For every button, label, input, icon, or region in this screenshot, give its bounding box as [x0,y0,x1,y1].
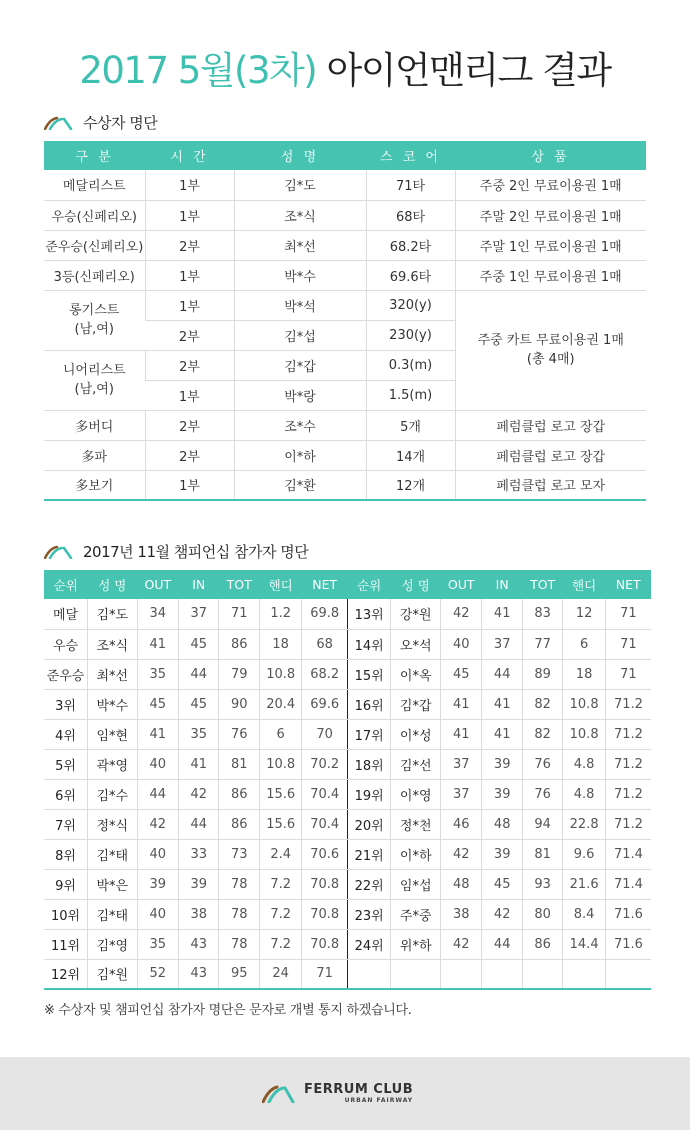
table-cell: 81 [219,749,259,779]
table-row [44,659,651,689]
table-cell: 45 [137,689,178,719]
table-cell [522,959,562,989]
table-cell: 박*석 [234,290,366,320]
table-cell: 1부 [145,380,234,410]
table-cell: 2부 [145,440,234,470]
table-cell: 71.2 [605,719,651,749]
table-cell: 15.6 [259,779,301,809]
table-cell: 김*갑 [234,350,366,380]
table-row [44,839,651,869]
table-cell: 81 [522,839,562,869]
table-cell: 강*원 [391,599,441,629]
table-cell: 12위 [44,959,88,989]
table-cell: 71타 [366,170,455,200]
column-header: TOT [219,570,259,599]
table-cell: 70.8 [302,929,348,959]
table-cell: 14.4 [563,929,605,959]
table-cell: 곽*영 [88,749,138,779]
table-cell: 40 [441,629,482,659]
section-heading-label: 2017년 11월 챔피언십 참가자 명단 [83,543,309,561]
table-cell: 70.2 [302,749,348,779]
table-cell: 박*랑 [234,380,366,410]
table-cell: 52 [137,959,178,989]
winners-table [44,141,646,501]
table-cell: 23위 [347,899,391,929]
table-cell: 6 [563,629,605,659]
table-cell: 69.8 [302,599,348,629]
column-header: 구 분 [44,141,145,170]
table-cell: 43 [179,929,219,959]
table-cell: 조*수 [234,410,366,440]
table-cell: 70.8 [302,899,348,929]
table-row [44,290,646,320]
table-row [44,170,646,200]
table-cell: 86 [219,809,259,839]
table-cell [605,959,651,989]
table-cell: 41 [441,719,482,749]
table-cell: 주*중 [391,899,441,929]
footer-logo [262,1083,413,1104]
table-cell: 39 [482,779,522,809]
table-cell: 이*하 [391,839,441,869]
table-cell: 70.8 [302,869,348,899]
table-cell: 김*도 [234,170,366,200]
table-cell: 22.8 [563,809,605,839]
table-cell: 71.2 [605,749,651,779]
table-cell: 44 [179,809,219,839]
table-cell: 70 [302,719,348,749]
table-cell: 18위 [347,749,391,779]
column-header: 스 코 어 [366,141,455,170]
column-header: TOT [522,570,562,599]
table-cell: 13위 [347,599,391,629]
column-header: 순위 [347,570,391,599]
table-cell: 1부 [145,260,234,290]
table-cell: 박*은 [88,869,138,899]
table-cell: 37 [441,779,482,809]
table-cell: 14개 [366,440,455,470]
table-cell: 14위 [347,629,391,659]
table-cell: 37 [441,749,482,779]
ferrum-logo-icon [262,1085,296,1103]
table-cell: 45 [179,629,219,659]
section-heading-label: 수상자 명단 [83,114,158,132]
table-cell: 12 [563,599,605,629]
table-cell: 준우승 [44,659,88,689]
table-cell: 0.3(m) [366,350,455,380]
table-cell: 71 [302,959,348,989]
notice-text: ※ 수상자 및 챔피언십 참가자 명단은 문자로 개별 통지 하겠습니다. [44,1003,412,1018]
table-cell: 82 [522,719,562,749]
table-cell: 68 [302,629,348,659]
table-cell: 최*선 [234,230,366,260]
table-cell: 35 [137,659,178,689]
table-cell: 4.8 [563,749,605,779]
table-cell: 9.6 [563,839,605,869]
table-cell: 40 [137,749,178,779]
table-cell: 3위 [44,689,88,719]
table-cell: 89 [522,659,562,689]
table-cell: 7.2 [259,929,301,959]
table-cell: 2부 [145,350,234,380]
table-cell: 4.8 [563,779,605,809]
table-cell: 조*식 [234,200,366,230]
section-heading-championship [44,541,308,562]
table-row [44,779,651,809]
table-cell: 메달 [44,599,88,629]
table-cell: 83 [522,599,562,629]
table-cell: 42 [482,899,522,929]
table-cell: 15위 [347,659,391,689]
table-cell: 86 [522,929,562,959]
table-cell: 정*식 [88,809,138,839]
table-cell: 우승 [44,629,88,659]
table-cell: 페럼클럽 로고 모자 [455,470,646,500]
table-cell: 이*옥 [391,659,441,689]
table-cell [441,959,482,989]
table-cell: 10위 [44,899,88,929]
column-header: IN [482,570,522,599]
table-cell: 우승(신페리오) [44,200,145,230]
table-cell: 24 [259,959,301,989]
table-cell: 19위 [347,779,391,809]
table-row [44,200,646,230]
table-cell: 46 [441,809,482,839]
table-cell: 22위 [347,869,391,899]
table-cell: 71.6 [605,899,651,929]
column-header: 상 품 [455,141,646,170]
table-cell [482,959,522,989]
table-cell: 39 [137,869,178,899]
table-cell: 70.4 [302,779,348,809]
table-cell: 10.8 [563,689,605,719]
table-cell: 2부 [145,410,234,440]
table-cell: 6 [259,719,301,749]
page-title-highlight: 2017 5월(3차) [79,49,317,92]
table-cell: 5위 [44,749,88,779]
table-cell: 82 [522,689,562,719]
table-cell: 김*태 [88,899,138,929]
table-cell: 조*식 [88,629,138,659]
category-cell: 니어리스트 (남,여) [44,350,145,410]
table-cell: 45 [482,869,522,899]
table-cell: 45 [179,689,219,719]
table-cell: 2부 [145,320,234,350]
table-cell: 多버디 [44,410,145,440]
table-cell: 16위 [347,689,391,719]
table-cell: 35 [179,719,219,749]
table-cell [563,959,605,989]
table-cell: 多파 [44,440,145,470]
column-header: OUT [137,570,178,599]
table-cell: 45 [441,659,482,689]
table-cell: 35 [137,929,178,959]
table-cell: 77 [522,629,562,659]
table-cell: 76 [522,749,562,779]
table-cell: 임*현 [88,719,138,749]
championship-table [44,570,651,990]
table-cell: 1.2 [259,599,301,629]
table-row [44,899,651,929]
table-cell: 68타 [366,200,455,230]
table-cell: 48 [441,869,482,899]
table-cell: 34 [137,599,178,629]
table-cell: 40 [137,899,178,929]
table-cell: 38 [441,899,482,929]
table-cell: 주말 1인 무료이용권 1매 [455,230,646,260]
table-row [44,719,651,749]
table-row [44,809,651,839]
page-title [0,40,690,94]
table-cell: 33 [179,839,219,869]
table-cell: 70.4 [302,809,348,839]
table-cell: 임*섭 [391,869,441,899]
table-cell: 86 [219,779,259,809]
table-cell: 김*환 [234,470,366,500]
table-cell: 79 [219,659,259,689]
table-cell: 김*섭 [234,320,366,350]
table-cell: 김*원 [88,959,138,989]
table-cell: 2부 [145,230,234,260]
table-cell: 정*천 [391,809,441,839]
table-cell: 80 [522,899,562,929]
table-cell: 김*영 [88,929,138,959]
table-cell: 43 [179,959,219,989]
table-cell: 김*도 [88,599,138,629]
table-cell: 38 [179,899,219,929]
table-cell: 71.6 [605,929,651,959]
table-row [44,869,651,899]
table-cell: 76 [522,779,562,809]
table-cell: 4위 [44,719,88,749]
table-cell: 39 [482,839,522,869]
table-cell: 71.4 [605,839,651,869]
table-cell: 90 [219,689,259,719]
table-cell [391,959,441,989]
table-cell: 페럼클럽 로고 장갑 [455,440,646,470]
table-row [44,260,646,290]
table-cell: 41 [482,719,522,749]
table-cell: 7.2 [259,869,301,899]
table-cell: 41 [179,749,219,779]
table-cell: 21.6 [563,869,605,899]
column-header: 순위 [44,570,88,599]
table-cell: 12개 [366,470,455,500]
table-cell: 93 [522,869,562,899]
table-cell: 86 [219,629,259,659]
table-cell: 24위 [347,929,391,959]
table-cell: 78 [219,929,259,959]
championship-table-header [44,570,651,599]
column-header: NET [302,570,348,599]
column-header: OUT [441,570,482,599]
page-title-main: 아이언맨리그 결과 [326,49,611,92]
column-header: 성 명 [234,141,366,170]
table-cell: 71.2 [605,809,651,839]
table-cell: 1부 [145,470,234,500]
table-cell: 7.2 [259,899,301,929]
column-header: 핸디 [259,570,301,599]
table-cell: 42 [441,839,482,869]
column-header: 성 명 [88,570,138,599]
table-cell: 71 [219,599,259,629]
table-cell: 71 [605,629,651,659]
table-cell: 18 [563,659,605,689]
table-cell: 48 [482,809,522,839]
table-cell: 44 [482,659,522,689]
table-cell: 76 [219,719,259,749]
column-header: 핸디 [563,570,605,599]
table-row [44,929,651,959]
table-cell: 41 [482,599,522,629]
table-cell: 5개 [366,410,455,440]
table-cell: 42 [179,779,219,809]
table-cell: 多보기 [44,470,145,500]
table-cell: 8위 [44,839,88,869]
table-cell: 41 [482,689,522,719]
table-cell: 20.4 [259,689,301,719]
table-cell: 1.5(m) [366,380,455,410]
table-cell: 320(y) [366,290,455,320]
table-cell: 7위 [44,809,88,839]
table-cell: 11위 [44,929,88,959]
table-cell: 박*수 [234,260,366,290]
table-cell: 이*성 [391,719,441,749]
table-row [44,749,651,779]
table-cell: 78 [219,899,259,929]
table-cell: 1부 [145,200,234,230]
table-cell: 71.2 [605,689,651,719]
table-cell: 최*선 [88,659,138,689]
table-cell: 37 [482,629,522,659]
table-cell: 71.2 [605,779,651,809]
table-row [44,440,646,470]
table-cell: 김*선 [391,749,441,779]
footer-brand: FERRUM CLUB [304,1082,414,1097]
table-cell: 18 [259,629,301,659]
table-cell: 69.6타 [366,260,455,290]
table-cell: 이*하 [234,440,366,470]
table-row [44,959,651,989]
table-cell: 1부 [145,170,234,200]
table-cell: 95 [219,959,259,989]
table-cell: 김*태 [88,839,138,869]
footer [0,1057,690,1130]
column-header: IN [179,570,219,599]
table-cell: 20위 [347,809,391,839]
table-cell: 70.6 [302,839,348,869]
table-cell: 9위 [44,869,88,899]
table-cell: 68.2 [302,659,348,689]
table-cell: 71 [605,599,651,629]
table-cell: 42 [441,599,482,629]
table-cell: 1부 [145,290,234,320]
table-cell: 김*갑 [391,689,441,719]
table-row [44,470,646,500]
column-header: 성 명 [391,570,441,599]
table-cell: 42 [441,929,482,959]
column-header: 시 간 [145,141,234,170]
table-cell: 21위 [347,839,391,869]
table-cell: 10.8 [563,719,605,749]
ferrum-logo-icon [44,545,74,559]
ferrum-logo-icon [44,116,74,130]
table-cell: 69.6 [302,689,348,719]
section-heading-winners [44,112,157,133]
table-cell: 8.4 [563,899,605,929]
table-cell: 41 [137,719,178,749]
table-cell: 37 [179,599,219,629]
table-cell: 44 [482,929,522,959]
table-cell: 71 [605,659,651,689]
table-cell: 68.2타 [366,230,455,260]
table-cell: 주말 2인 무료이용권 1매 [455,200,646,230]
table-cell: 준우승(신페리오) [44,230,145,260]
table-cell: 94 [522,809,562,839]
table-row [44,689,651,719]
table-cell: 3등(신페리오) [44,260,145,290]
table-row [44,599,651,629]
table-cell: 6위 [44,779,88,809]
table-cell: 73 [219,839,259,869]
table-cell: 15.6 [259,809,301,839]
table-cell: 주중 1인 무료이용권 1매 [455,260,646,290]
table-cell: 40 [137,839,178,869]
table-cell: 41 [441,689,482,719]
table-cell: 44 [137,779,178,809]
table-cell: 10.8 [259,749,301,779]
table-cell: 이*영 [391,779,441,809]
table-cell: 페럼클럽 로고 장갑 [455,410,646,440]
table-cell: 42 [137,809,178,839]
table-cell: 17위 [347,719,391,749]
table-cell: 2.4 [259,839,301,869]
table-cell: 10.8 [259,659,301,689]
table-cell: 주중 2인 무료이용권 1매 [455,170,646,200]
table-cell: 78 [219,869,259,899]
table-cell: 39 [482,749,522,779]
table-cell: 김*수 [88,779,138,809]
table-cell: 44 [179,659,219,689]
table-cell [347,959,391,989]
footer-tagline: URBAN FAIRWAY [344,1097,414,1104]
winners-table-header [44,141,646,170]
table-row [44,230,646,260]
table-cell: 박*수 [88,689,138,719]
table-cell: 71.4 [605,869,651,899]
prize-cell: 주중 카트 무료이용권 1매 (총 4매) [455,290,646,410]
table-cell: 위*하 [391,929,441,959]
table-cell: 230(y) [366,320,455,350]
category-cell: 롱기스트 (남,여) [44,290,145,350]
column-header: NET [605,570,651,599]
table-row [44,629,651,659]
table-cell: 오*석 [391,629,441,659]
table-cell: 메달리스트 [44,170,145,200]
table-cell: 41 [137,629,178,659]
table-cell: 39 [179,869,219,899]
table-row [44,410,646,440]
